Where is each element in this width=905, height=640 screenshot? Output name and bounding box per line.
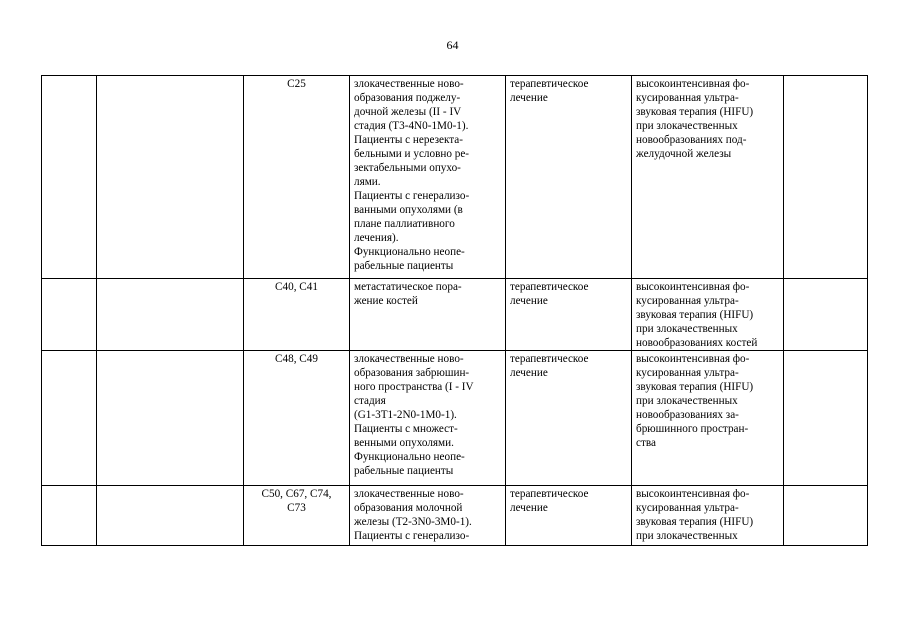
treatment-method-line: ства	[636, 437, 656, 449]
profile-cell	[97, 76, 244, 279]
diagnosis-line: рабельные пациенты	[354, 260, 454, 272]
cost-cell	[784, 486, 868, 546]
treatment-method-line: звуковая терапия (HIFU)	[636, 106, 754, 118]
icd-code-cell	[244, 76, 350, 279]
treatment-method-line: высокоинтенсивная фо-	[636, 353, 750, 365]
diagnosis-line: рабельные пациенты	[354, 465, 454, 477]
index-cell	[42, 76, 97, 279]
table-row	[42, 486, 868, 546]
icd-code-cell	[244, 486, 350, 546]
treatment-type-line: терапевтическое	[510, 78, 589, 90]
diagnosis-line: метастатическое пора-	[354, 281, 462, 293]
diagnosis-line: дочной железы (II - IV	[354, 106, 462, 118]
diagnosis-line: бельными и условно ре-	[354, 148, 470, 160]
treatment-method-line: кусированная ультра-	[636, 367, 739, 379]
diagnosis-line: образования забрюшин-	[354, 367, 470, 379]
treatment-method-line: брюшинного простран-	[636, 423, 749, 435]
treatment-method-line: новообразованиях под-	[636, 134, 747, 146]
diagnosis-line: железы (T2-3N0-3M0-1).	[354, 516, 472, 528]
diagnosis-line: жение костей	[354, 295, 418, 307]
treatment-type-line: терапевтическое	[510, 353, 589, 365]
treatment-method-line: кусированная ультра-	[636, 502, 739, 514]
diagnosis-line: зектабельными опухо-	[354, 162, 461, 174]
treatment-method-line: при злокачественных	[636, 120, 738, 132]
icd-code-cell	[244, 351, 350, 486]
treatment-method-cell	[632, 351, 784, 486]
icd-code-line: C50, C67, C74,	[261, 488, 332, 500]
cost-cell	[784, 76, 868, 279]
diagnosis-line: Пациенты с множест-	[354, 423, 458, 435]
treatment-method-line: высокоинтенсивная фо-	[636, 281, 750, 293]
diagnosis-line: злокачественные ново-	[354, 488, 464, 500]
treatment-table	[41, 75, 868, 546]
treatment-type-line: лечение	[510, 92, 548, 104]
treatment-method-line: новообразованиях костей	[636, 337, 758, 349]
diagnosis-line: Функционально неопе-	[354, 246, 465, 258]
cost-cell	[784, 279, 868, 351]
diagnosis-cell	[350, 279, 506, 351]
diagnosis-line: венными опухолями.	[354, 437, 454, 449]
index-cell	[42, 279, 97, 351]
table-row	[42, 351, 868, 486]
icd-code-cell	[244, 279, 350, 351]
icd-code-line: C48, C49	[275, 353, 318, 365]
profile-cell	[97, 486, 244, 546]
treatment-type-line: лечение	[510, 502, 548, 514]
treatment-method-line: звуковая терапия (HIFU)	[636, 309, 754, 321]
treatment-method-line: желудочной железы	[636, 148, 732, 160]
diagnosis-line: Пациенты с нерезекта-	[354, 134, 463, 146]
diagnosis-line: Пациенты с генерализо-	[354, 530, 470, 542]
treatment-type-cell	[506, 351, 632, 486]
icd-code-line: C40, C41	[275, 281, 318, 293]
diagnosis-line: образования молочной	[354, 502, 463, 514]
treatment-method-cell	[632, 76, 784, 279]
diagnosis-line: ного пространства (I - IV	[354, 381, 474, 393]
table-row	[42, 279, 868, 351]
treatment-method-cell	[632, 486, 784, 546]
page-number: 64	[446, 38, 459, 52]
treatment-method-line: кусированная ультра-	[636, 295, 739, 307]
treatment-method-line: новообразованиях за-	[636, 409, 739, 421]
treatment-method-line: при злокачественных	[636, 530, 738, 542]
table-row	[42, 76, 868, 279]
treatment-type-line: терапевтическое	[510, 281, 589, 293]
treatment-method-line: при злокачественных	[636, 395, 738, 407]
diagnosis-line: лями.	[354, 176, 381, 188]
treatment-method-line: звуковая терапия (HIFU)	[636, 516, 754, 528]
treatment-type-line: терапевтическое	[510, 488, 589, 500]
treatment-method-line: при злокачественных	[636, 323, 738, 335]
cost-cell	[784, 351, 868, 486]
diagnosis-line: (G1-3T1-2N0-1M0-1).	[354, 409, 457, 421]
index-cell	[42, 351, 97, 486]
treatment-method-line: кусированная ультра-	[636, 92, 739, 104]
treatment-type-line: лечение	[510, 367, 548, 379]
diagnosis-cell	[350, 351, 506, 486]
diagnosis-line: Функционально неопе-	[354, 451, 465, 463]
diagnosis-line: образования поджелу-	[354, 92, 461, 104]
diagnosis-line: плане паллиативного	[354, 218, 455, 230]
treatment-type-cell	[506, 279, 632, 351]
treatment-type-cell	[506, 486, 632, 546]
treatment-type-cell	[506, 76, 632, 279]
treatment-type-line: лечение	[510, 295, 548, 307]
icd-code-line: C73	[287, 502, 306, 514]
diagnosis-line: стадия	[354, 395, 386, 407]
diagnosis-line: ванными опухолями (в	[354, 204, 463, 216]
profile-cell	[97, 351, 244, 486]
treatment-method-line: высокоинтенсивная фо-	[636, 488, 750, 500]
diagnosis-line: лечения).	[354, 232, 399, 244]
diagnosis-line: Пациенты с генерализо-	[354, 190, 470, 202]
treatment-method-line: высокоинтенсивная фо-	[636, 78, 750, 90]
diagnosis-line: стадия (T3-4N0-1M0-1).	[354, 120, 469, 132]
treatment-method-cell	[632, 279, 784, 351]
icd-code-line: C25	[287, 78, 306, 90]
profile-cell	[97, 279, 244, 351]
diagnosis-line: злокачественные ново-	[354, 78, 464, 90]
diagnosis-line: злокачественные ново-	[354, 353, 464, 365]
diagnosis-cell	[350, 76, 506, 279]
diagnosis-cell	[350, 486, 506, 546]
index-cell	[42, 486, 97, 546]
treatment-method-line: звуковая терапия (HIFU)	[636, 381, 754, 393]
